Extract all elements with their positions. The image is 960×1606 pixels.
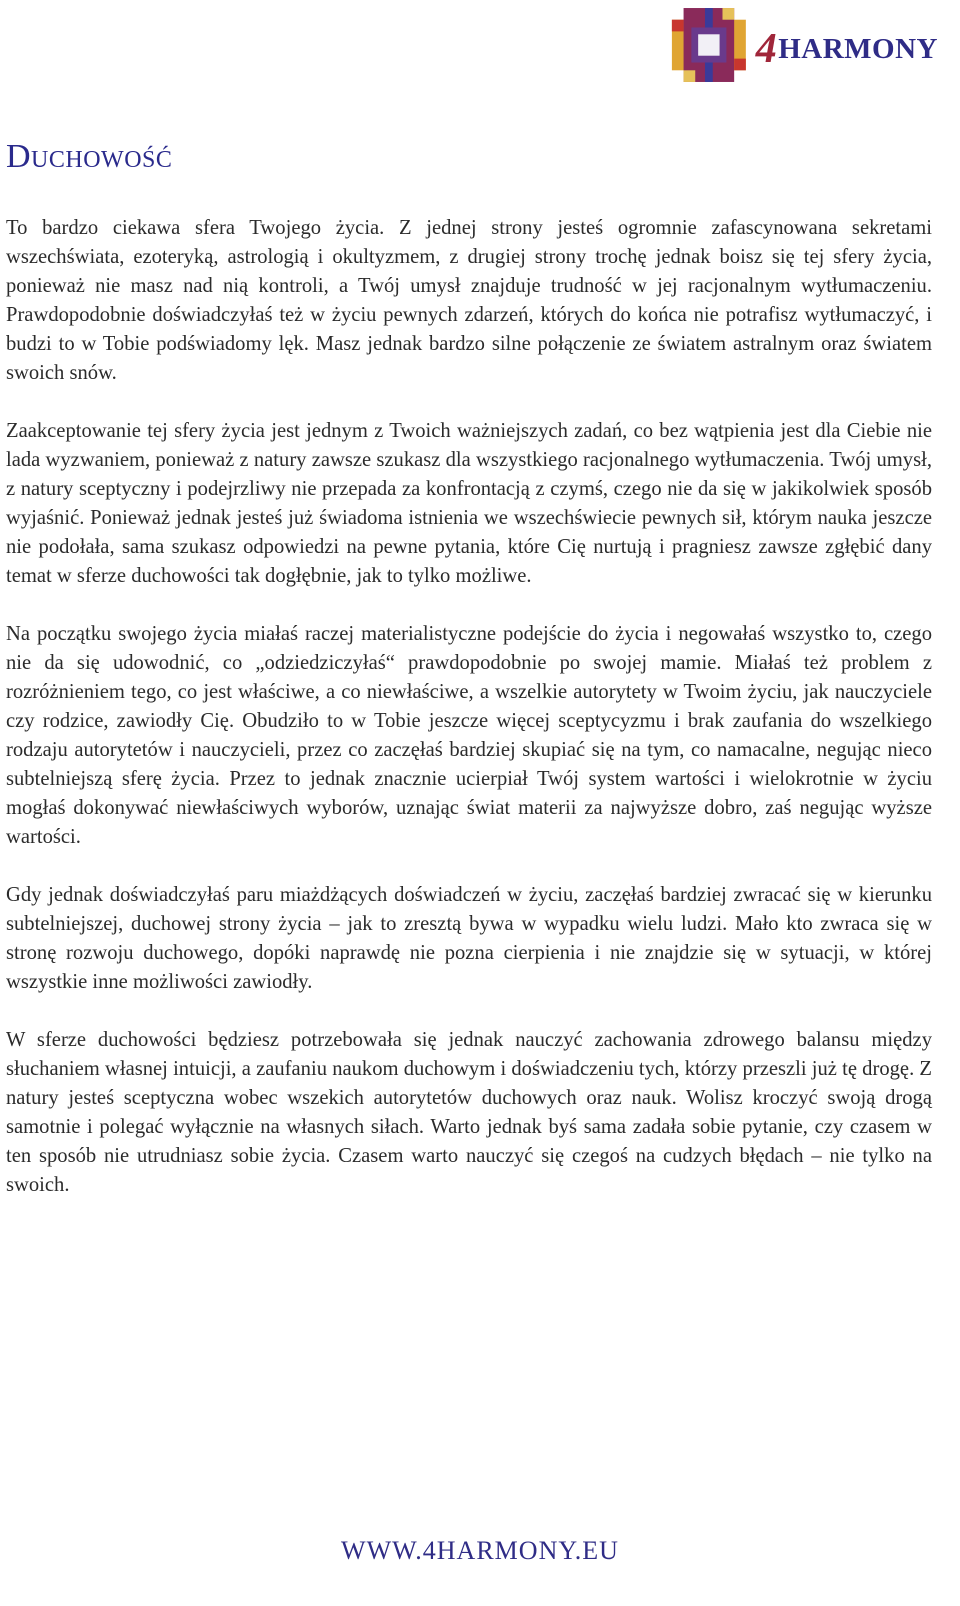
document-body: [6, 214, 932, 1229]
logo-mark-icon: [668, 3, 750, 87]
footer-website: WWW.4HARMONY.EU: [341, 1536, 619, 1565]
paragraph-3: Na początku swojego życia miałaś raczej materialistyczne podejście do życia i negowałaś wszystko to, czego nie da się udowodnić, co „odziedziczyłaś“ prawdopodobnie po swojej mamie. Miałaś też problem z rozróżnieniem tego, co jest właściwe, a co niewłaściwe, a wszelkie autorytety w Twoim życiu, jak nauczyciele czy rodzice, zawiodły Cię. Obudziło to w Tobie jeszcze więcej sceptycyzmu i brak zaufania do wszelkiego rodzaju autorytetów i nauczycieli, przez co zaczęłaś bardziej skupiać się na tym, co namacalne, negując nieco subtelniejszą sferę życia. Przez to jednak znacznie ucierpiał Twój system wartości i wielokrotnie w życiu mogłaś dokonywać niewłaściwych wyborów, uznając świat materii za najwyższe dobro, zaś negując wyższe wartości.: [6, 623, 932, 848]
logo-number: 4: [755, 26, 778, 72]
paragraph-2: Zaakceptowanie tej sfery życia jest jednym z Twoich ważniejszych zadań, co bez wątpienia jest dla Ciebie nie lada wyzwaniem, ponieważ z natury zawsze szukasz dla wszystkiego racjonalnego wytłumaczenia. Twój umysł, z natury sceptyczny i podejrzliwy nie przepada za konfrontacją z czymś, czego nie da się w jakikolwiek sposób wyjaśnić. Ponieważ jednak jesteś już świadoma istnienia we wszechświecie pewnych sił, którym nauka jeszcze nie podołała, sama szukasz odpowiedzi na pewne pytania, które Cię nurtują i pragniesz zawsze zgłębić dany temat w sferze duchowości tak dogłębnie, jak to tylko możliwe.: [6, 420, 932, 587]
logo-wordmark: [756, 25, 938, 73]
page-title: Duchowość: [6, 138, 173, 175]
brand-logo: [668, 2, 938, 88]
paragraph-5: W sferze duchowości będziesz potrzebowała się jednak nauczyć zachowania zdrowego balansu między słuchaniem własnej intuicji, a zaufaniu naukom duchowym i doświadczeniu tych, którzy przeszli już tę drogę. Z natury jesteś sceptyczna wobec wszekich autorytetów duchowych oraz nauk. Wolisz kroczyć swoją drogą samotnie i polegać wyłącznie na własnych siłach. Warto jednak byś sama zadała sobie pytanie, czy czasem w ten sposób nie utrudniasz sobie życia. Czasem warto nauczyć się czegoś na cudzych błędach – nie tylko na swoich.: [6, 1029, 932, 1196]
paragraph-4: Gdy jednak doświadczyłaś paru miażdżących doświadczeń w życiu, zaczęłaś bardziej zwracać się w kierunku subtelniejszej, duchowej strony życia – jak to zresztą bywa w wypadku wielu ludzi. Mało kto zwraca się w stronę rozwoju duchowego, dopóki naprawdę nie pozna cierpienia i nie znajdzie się w sytuacji, w której wszystkie inne możliwości zawiodły.: [6, 884, 932, 993]
logo-word: HARMONY: [778, 33, 938, 65]
paragraph-1: To bardzo ciekawa sfera Twojego życia. Z jednej strony jesteś ogromnie zafascynowana sekretami wszechświata, ezoteryką, astrologią i okultyzmem, z drugiej strony trochę jednak boisz się tej sfery życia, ponieważ nie masz nad nią kontroli, a Twój umysł znajduje trudność w jej racjonalnym wytłumaczeniu. Prawdopodobnie doświadczyłaś też w życiu pewnych zdarzeń, których do końca nie potrafisz wytłumaczyć, i budzi to w Tobie podświadomy lęk. Masz jednak bardzo silne połączenie ze światem astralnym oraz światem swoich snów.: [6, 217, 932, 384]
